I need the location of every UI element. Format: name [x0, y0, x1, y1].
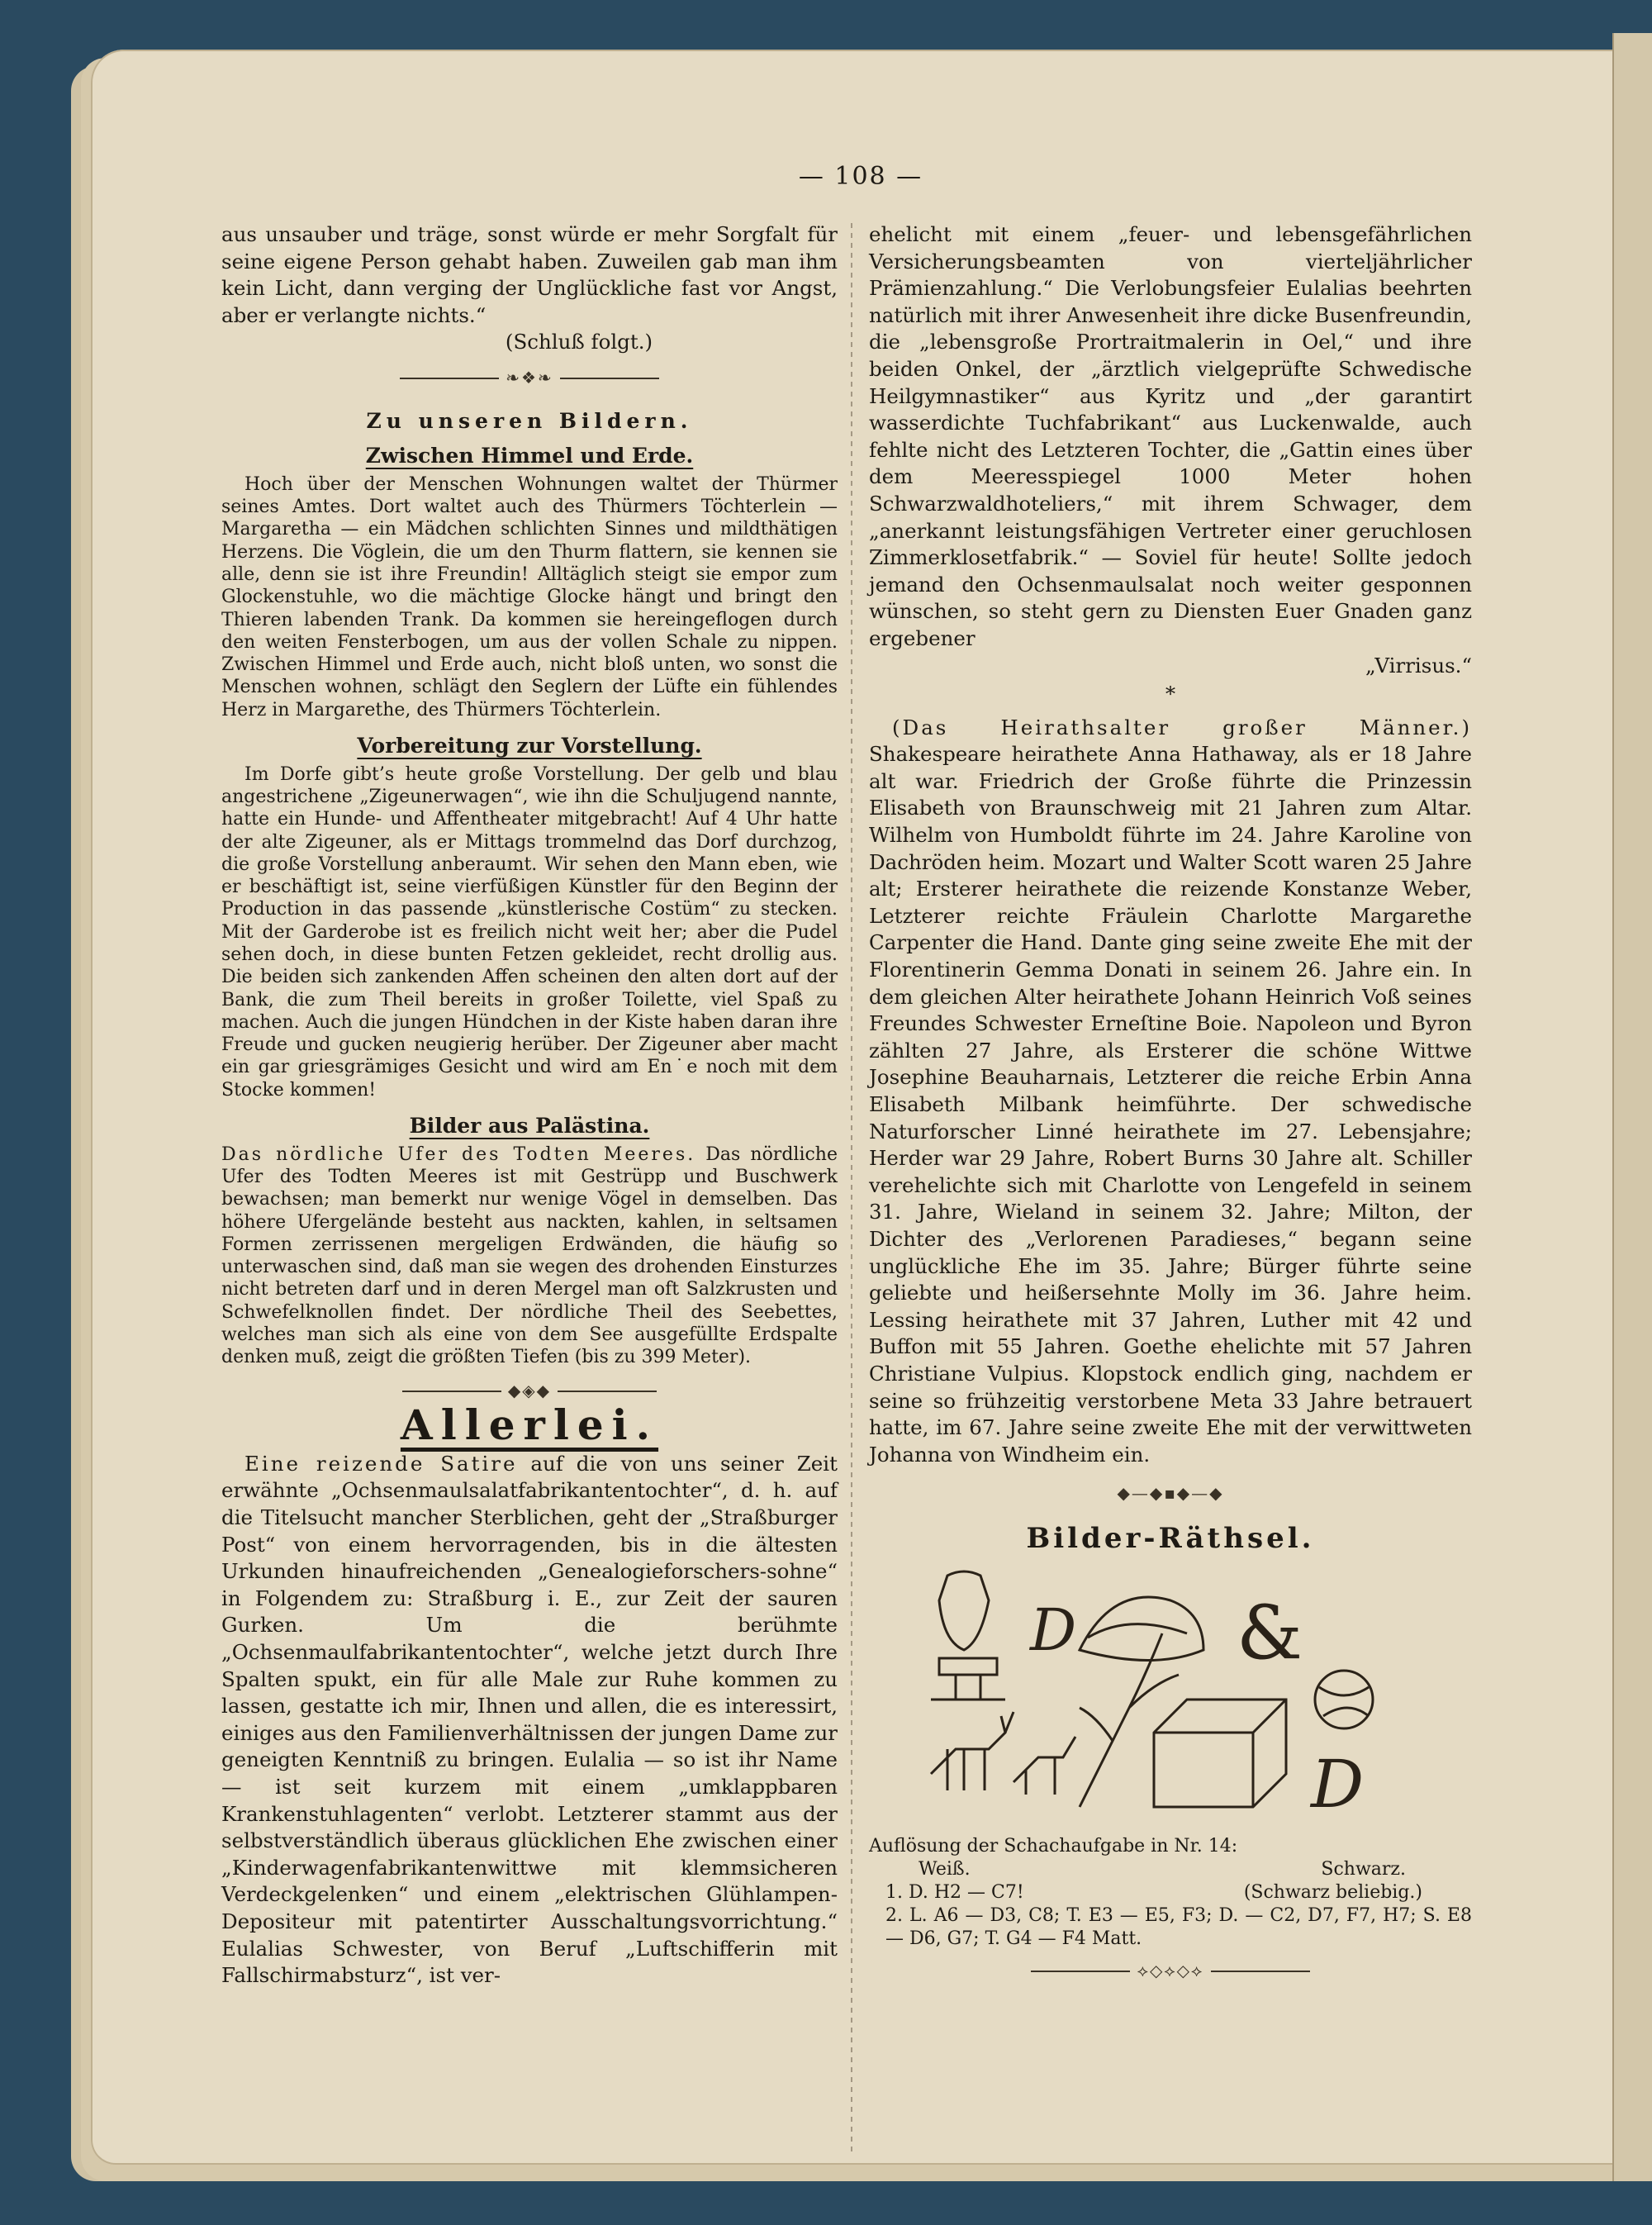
chess-black-label: Schwarz. [1321, 1858, 1406, 1880]
page-number: — 108 — [798, 162, 923, 191]
column-divider [851, 223, 852, 2156]
article-text-vorstellung: Im Dorfe gibt’s heute große Vorstellung. Der gelb und blau angestrichene „Zigeunerwagen“, wie ihn die Schuljugend nannte, hatte ein Hunde- und Affentheater mitgebracht! Auf 4 Uhr hatte der alte Zigeuner, als er Mittags trommelnd das Dorf durchzog, die große Vorstellung anberaumt. Wir sehen den Mann eben, wie er beschäftigt ist, seine vierfüßigen Künstler für den Beginn der Production in das passende „künstlerische Costüm“ zu stecken. Mit der Garderobe ist es freilich nicht weit her; aber die Pudel sehen doch, in diese bunten Fetzen gekleidet, recht drollig aus. Die beiden sich zankenden Affen scheinen den alten dort auf der Bank, die zum Theil bereits in großer Toilette, viel Spaß zu machen. Auch die jungen Hündchen in der Kiste haben daran ihre Freude und gucken neugierig herüber. Der Zigeuner aber macht ein gar griesgrämiges Gesicht und wird am En˙e noch mit dem Stocke kommen! [221, 763, 838, 1101]
jug-icon [939, 1571, 989, 1650]
chess-move-2: 2. L. A6 — D3, C8; T. E3 — E5, F3; D. — C2, D7, F7, H7; S. E8 — D6, G7; T. G4 — F4 Matt. [885, 1904, 1472, 1949]
chess-move-1-reply: (Schwarz beliebig.) [1243, 1881, 1422, 1903]
chess-solution [869, 1835, 1472, 1982]
fawn-icon [1014, 1737, 1075, 1795]
deer-icon [931, 1712, 1014, 1790]
article-text-heirathsalter: (Das Heirathsalter großer Männer.) Shakespeare heirathete Anna Hathaway, als er 18 Jahre alt war. Friedrich der Große führte die Prinzessin Elisabeth von Braunschweig mit 21 Jahren zum Altar. Wilhelm von Humboldt führte im 24. Jahre Karoline von Dachröden heim. Mozart und Walter Scott waren 25 Jahre alt; Ersterer heirathete die reizende Konstanze Weber, Letzterer reichte Fräulein Charlotte Margarethe Carpenter die Hand. Dante ging seine zweite Ehe mit der Florentinerin Gemma Donati in seinem 26. Jahre ein. In dem gleichen Alter heirathete Johann Heinrich Voß seines Freundes Schwester Erneſtine Boie. Napoleon und Byron zählten 27 Jahre, als Ersterer die schöne Wittwe Josephine Beauharnais, Letzterer die reiche Erbin Anna Elisabeth Milbank heimführte. Der schwedische Naturforscher Linné heirathete im 27. Lebensjahre; Herder war 29 Jahre, Robert Burns 30 Jahre alt. Schiller verehelichte sich mit Charlotte von Lengefeld in seinem 31. Jahre, Wieland in seinem 32. Jahre; Milton, der Dichter des „Verlorenen Paradieses,“ begann seine unglückliche Ehe im 35. Jahre; Bürger führte seine geliebte und heißersehnte Molly im 36. Jahre heim. Lessing heirathete mit 37 Jahren, Luther mit 42 und Buffon mit 55 Jahren. Goethe ehelichte mit 57 Jahren Christiane Vulpius. Klopstock endlich ging, nachdem er seine so frühzeitig verstorbene Meta 33 Jahre betrauert hatte, im 67. Jahre seine zweite Ehe mit der verwittweten Johanna von Windheim ein. [869, 715, 1472, 1467]
coffee-mill-icon [931, 1658, 1005, 1700]
ornament-divider: ◆◈◆ [221, 1377, 838, 1405]
article-lead-heirathsalter: (Das Heirathsalter großer Männer.) [892, 715, 1472, 739]
ampersand-icon: & [1237, 1589, 1303, 1676]
section-heading-bilder-raethsel: Bilder-Räthsel. [1026, 1521, 1315, 1555]
ornament-divider: ◆—◆▪◆—◆ [1117, 1483, 1224, 1504]
article-subtitle-palaestina: Das nördliche Ufer des Todten Meeres. [221, 1143, 696, 1165]
picture-riddle-drawing [914, 1559, 1427, 1823]
article-text-palaestina: Das nördliche Ufer des Todten Meeres. Das nördliche Ufer des Todten Meeres ist mit Gestrüpp und Buschwerk bewachsen; man bemerkt nur wenige Vögel in demselben. Das höhere Ufergelände besteht aus nackten, kahlen, in seltsamen Formen zerrissenen mergeligen Erdwänden, die häufig so unterwaschen sind, daß man sie wegen des drohenden Einsturzes nicht betreten darf und in deren Mergel man oft Salzkrusten und Schwefelknollen findet. Der nördliche Theil des Seebettes, welches man sich als eine von dem See ausgefüllte Erdspalte denken muß, zeigt die größten Tiefen (bis zu 399 Meter). [221, 1143, 838, 1368]
box-icon [1154, 1700, 1286, 1807]
chess-white-label: Weiß. [919, 1858, 971, 1880]
asterisk-separator: * [1165, 682, 1176, 706]
letter-d-icon: D [1030, 1595, 1077, 1664]
story-ending: aus unsauber und träge, sonst würde er mehr Sorgfalt für seine eigene Person gehabt haben. Zuweilen gab man ihm kein Licht, dann verging der Unglückliche fast vor Angst, aber er verlangte nichts.“ [221, 222, 838, 327]
ornament-divider: ⟡◇⟡◇⟡ [869, 1959, 1472, 1982]
picture-riddle-illustration [914, 1559, 1427, 1823]
article-lead-satire: Eine reizende Satire [244, 1451, 518, 1476]
ball-icon [1315, 1671, 1373, 1728]
section-heading-bilder: Zu unseren Bildern. [366, 408, 693, 433]
right-column [869, 221, 1472, 1990]
article-title-vorstellung: Vorbereitung zur Vorstellung. [357, 734, 702, 758]
section-heading-allerlei: Allerlei. [400, 1400, 659, 1450]
article-text-himmel: Hoch über der Menschen Wohnungen waltet der Thürmer seines Amtes. Dort waltet auch des Thürmers Töchterlein — Margaretha — ein Mädchen schlichten Sinnes und mildthätigen Herzens. Die Vöglein, die um den Thurm flattern, sie kennen sie alle, denn sie ist ihre Freundin! Alltäglich steigt sie empor zum Glockenstuhle, wo die mächtige Glocke hängt und bringt den Thieren labenden Trank. Da kommen sie hereingeflogen durch den weiten Fensterbogen, um aus der vollen Schale zu nippen. Zwischen Himmel und Erde auch, nicht bloß unten, wo sonst die Menschen wohnen, schlägt den Seglern der Lüfte ein fühlendes Herz in Margarethe, des Thürmers Töchterlein. [221, 473, 838, 720]
facing-page-edge [1612, 33, 1652, 2181]
signature: „Virrisus.“ [1365, 653, 1472, 677]
article-title-palaestina: Bilder aus Palästina. [409, 1114, 650, 1139]
hat-icon [1080, 1597, 1203, 1661]
chess-title: Auflösung der Schachaufgabe in Nr. 14: [869, 1835, 1238, 1857]
left-column [221, 221, 838, 1990]
chess-move-1: 1. D. H2 — C7! [885, 1881, 1024, 1903]
satire-continuation: ehelicht mit einem „feuer- und lebensgefährlichen Versicherungsbeamten von vierteljährlicher Prämienzahlung.“ Die Verlobungsfeier Eulalias beehrten natürlich mit ihrer Anwesenheit ihre dicke Busenfreundin, die „lebensgroße Prortraitmalerin in Oel,“ und ihre beiden Onkel, der „ärztlich vielgeprüfte Schwedische Heilgymnastiker“ aus Kyritz und „der garantirt wasserdichte Tuchfabrikant“ aus Luckenwalde, auch fehlte nicht des Letzteren Tochter, die „Gattin eines über dem Meeresspiegel 1000 Meter hohen Schwarzwaldhoteliers,“ mit ihrem Schwager, dem „anerkannt leistungsfähigen Vertreter einer geruchlosen Zimmerklosetfabrik.“ — Soviel für heute! Sollte jedoch jemand den Ochsenmaulsalat noch weiter gesponnen wünschen, so steht gern zu Diensten Euer Gnaden ganz ergebener [869, 222, 1472, 650]
letter-d-icon: D [1311, 1745, 1365, 1823]
ornament-divider: ❧❖❧ [221, 364, 838, 392]
article-text-satire: Eine reizende Satire auf die von uns seiner Zeit erwähnte „Ochsenmaulsalatfabrikantentochter“, d. h. auf die Titelsucht mancher Sterblichen, geht der „Straßburger Post“ von einem hervorragenden, bis in die ältesten Urkunden hinaufreichenden „Genealogieforschers-sohne“ in Folgendem zu: Straßburg i. E., zur Zeit der sauren Gurken. Um die berühmte „Ochsenmaulfabrikantentochter“, welche jetzt durch Ihre Spalten spukt, ein für alle Male zur Ruhe kommen zu lassen, gestatte ich mir, Ihnen und allen, die es interessirt, einiges aus den Familienverhältnissen der jungen Dame zur geneigten Kenntniß zu bringen. Eulalia — so ist ihr Name — ist seit kurzem mit einem „umklappbaren Krankenstuhlagenten“ verlobt. Letzterer stammt aus der selbstverständlich überaus glücklichen Ehe zwischen einer „Kinderwagenfabrikantenwittwe mit klemmsicheren Verdeckgelenken“ und einem „elektrischen Glühlampen-Depositeur mit patentirter Ausschaltungsvorrichtung.“ Eulalias Schwester, von Beruf „Luftschifferin mit Fallschirmabsturz“, ist ver- [221, 1451, 838, 1988]
article-title-himmel: Zwischen Himmel und Erde. [365, 444, 694, 468]
to-be-continued: (Schluß folgt.) [505, 330, 653, 354]
